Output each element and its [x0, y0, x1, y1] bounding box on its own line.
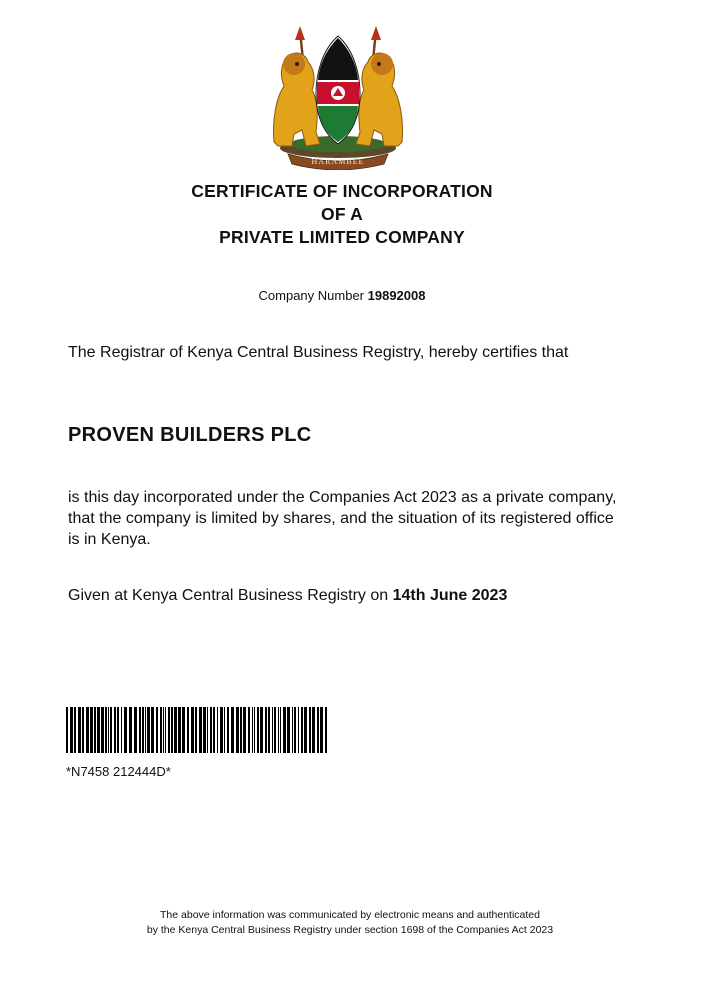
company-number-value: 19892008: [367, 288, 426, 303]
company-number: [100, 288, 584, 303]
coat-of-arms-icon: [262, 24, 414, 170]
company-name: PROVEN BUILDERS PLC: [68, 424, 312, 446]
given-at-statement: [68, 587, 507, 605]
certifies-text: The Registrar of Kenya Central Business Registry, hereby certifies that: [68, 344, 569, 361]
incorporation-date: 14th June 2023: [392, 587, 508, 604]
title-line-1: CERTIFICATE OF INCORPORATION: [191, 181, 493, 201]
title-line-2: OF A: [321, 204, 363, 224]
barcode-text: *N7458 212444D*: [66, 764, 171, 779]
incorporation-statement: is this day incorporated under the Companies Act 2023 as a private company, that the company is limited by shares, and the situation of its registered office is in Kenya.: [68, 489, 617, 548]
certificate-title: [100, 180, 584, 249]
given-prefix: Given at Kenya Central Business Registry on: [68, 587, 389, 604]
title-line-3: PRIVATE LIMITED COMPANY: [219, 227, 465, 247]
footer-line-2: by the Kenya Central Business Registry under section 1698 of the Companies Act 2023: [146, 924, 554, 936]
company-number-label: Company Number: [258, 288, 365, 303]
barcode-icon: [66, 707, 330, 753]
authentication-footer: [80, 908, 620, 938]
footer-line-1: The above information was communicated by electronic means and authenticated: [160, 909, 540, 921]
svg-text:HARAMBEE: HARAMBEE: [311, 157, 365, 166]
